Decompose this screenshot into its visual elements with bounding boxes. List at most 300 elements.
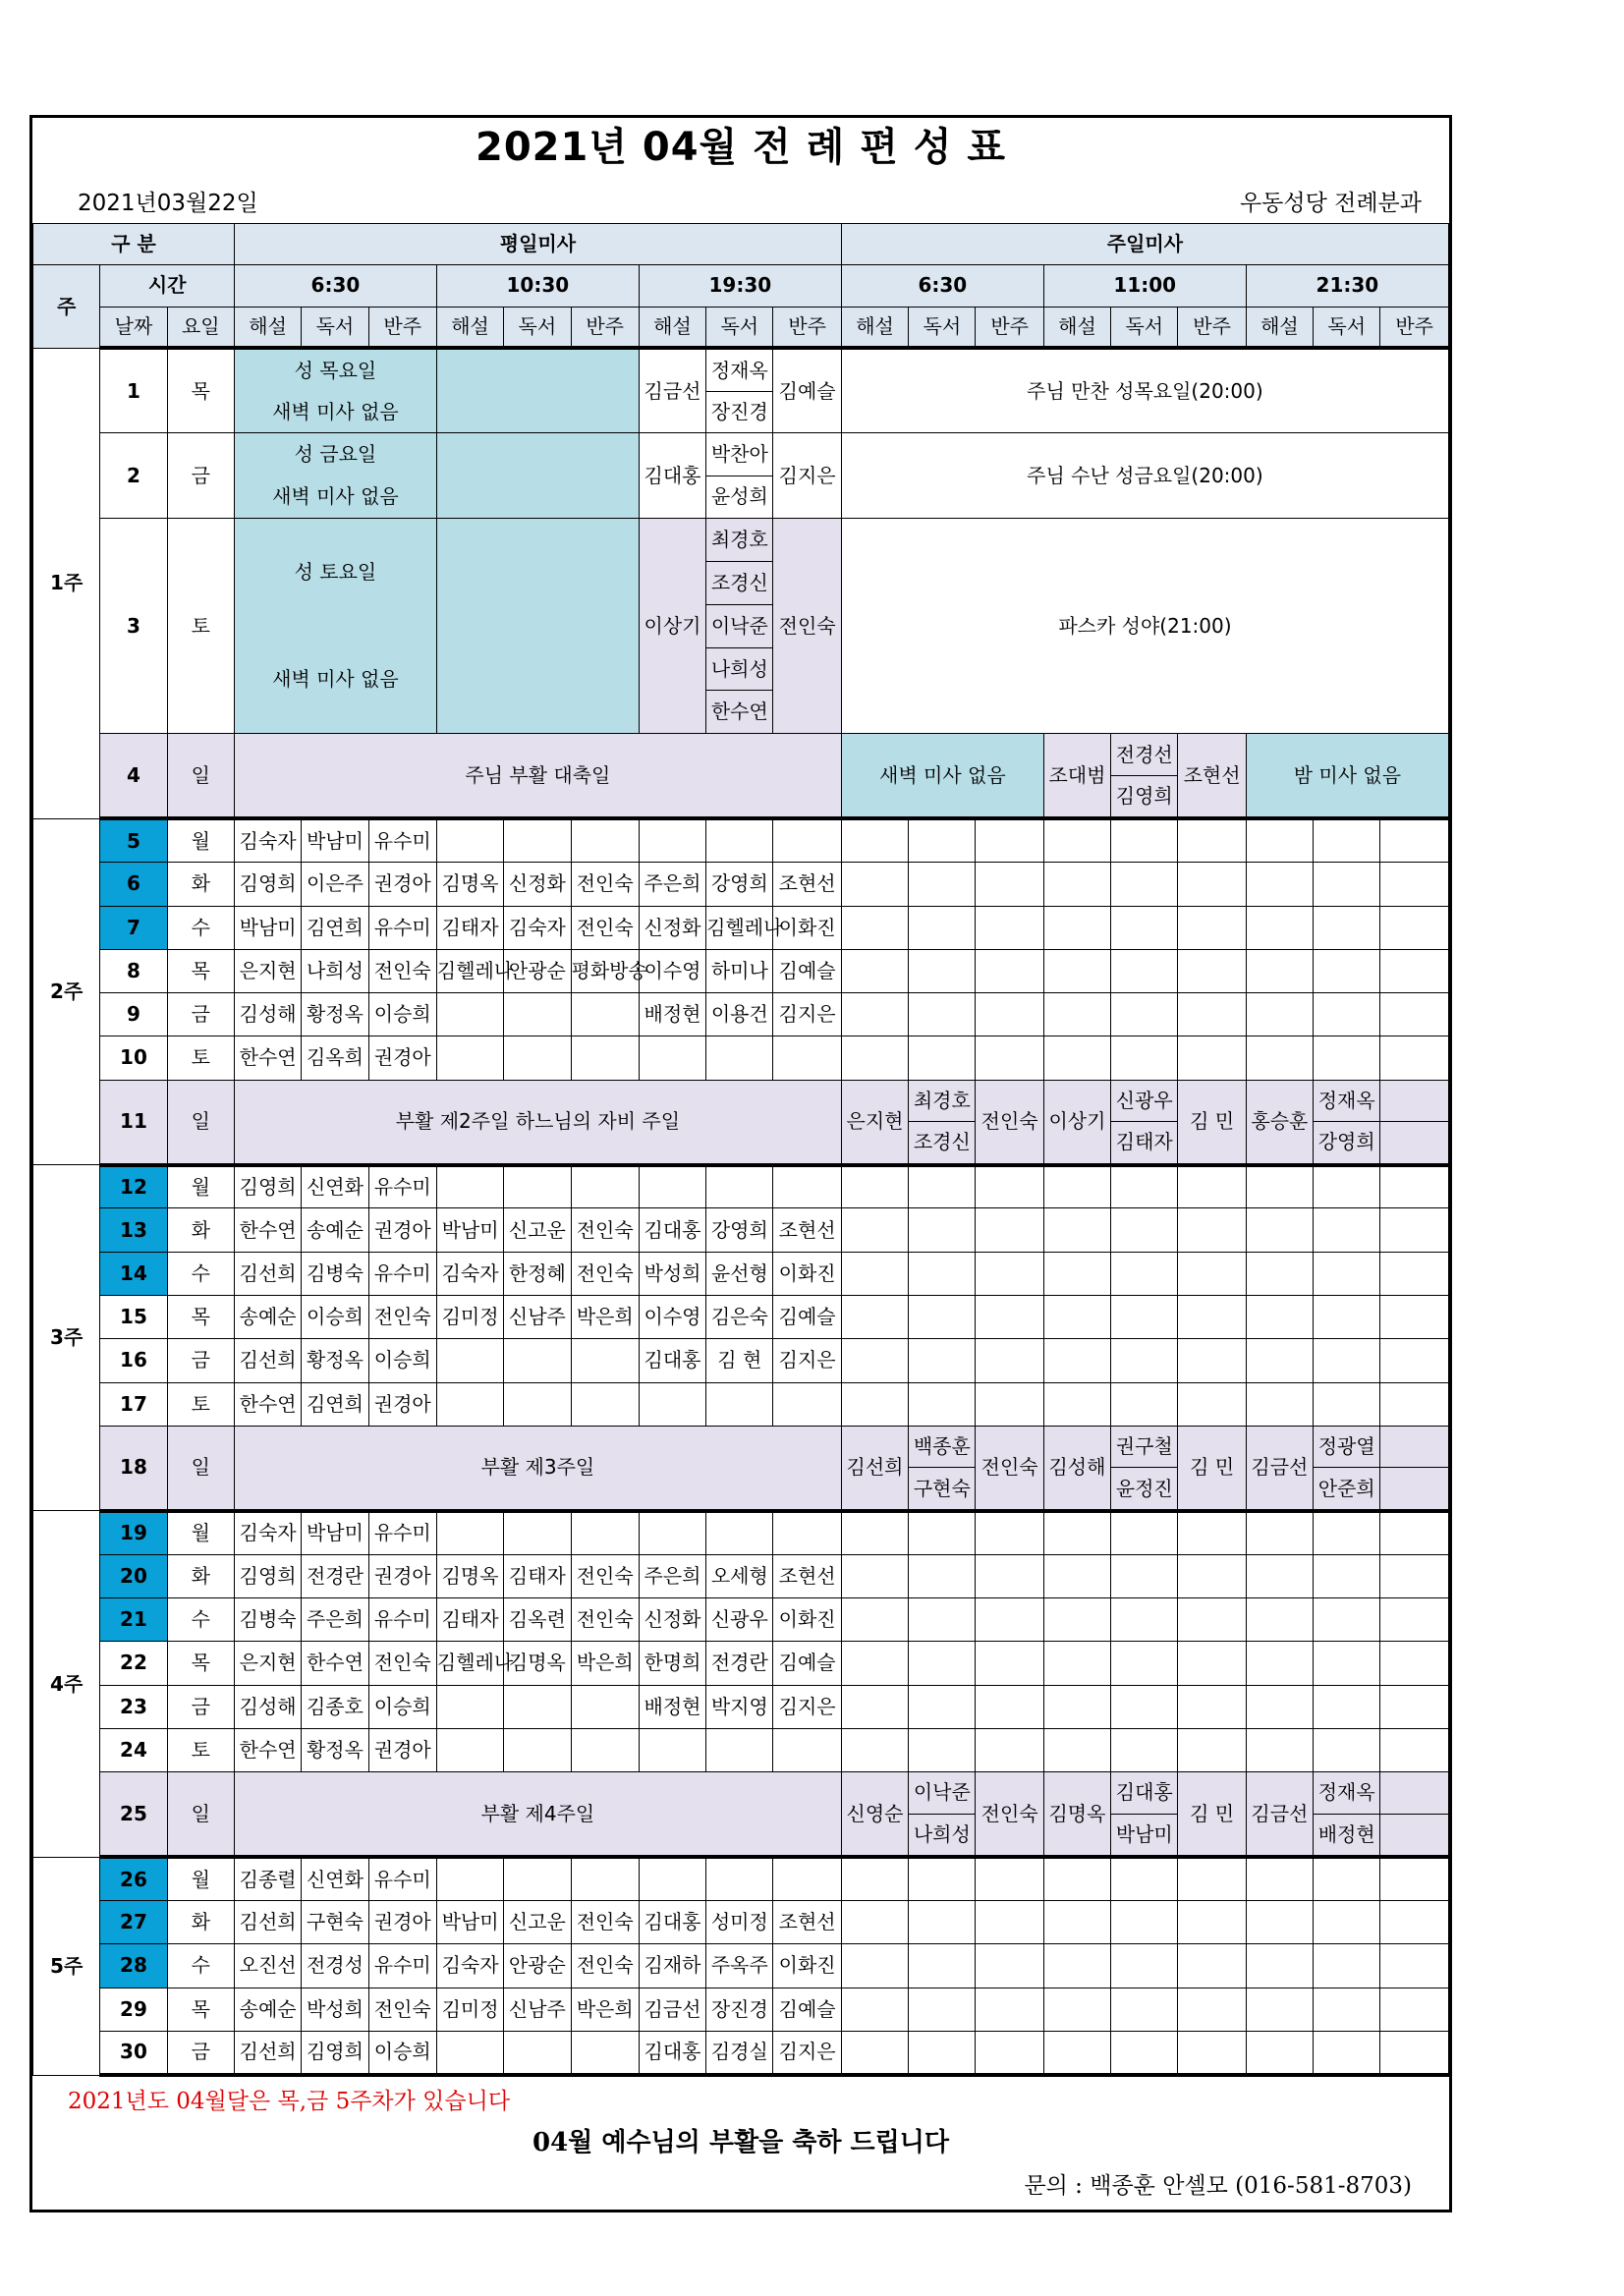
week-label: 5주 [33, 1857, 100, 2075]
header-week: 주 [33, 265, 100, 349]
empty-cell [841, 818, 908, 862]
assignee-cell: 송예순 [234, 1296, 301, 1339]
table-row [33, 1944, 1449, 1988]
empty-cell [1178, 1685, 1246, 1728]
empty-cell [841, 1685, 908, 1728]
empty-cell [1178, 1382, 1246, 1426]
empty-cell [909, 1296, 976, 1339]
table-row [33, 2031, 1449, 2075]
footer [32, 2077, 1449, 2210]
assignee-cell: 김선희 [234, 1252, 301, 1295]
holy-day-blank [436, 518, 639, 733]
empty-cell [909, 1382, 976, 1426]
assignee-cell: 한수연 [234, 1728, 301, 1771]
empty-cell [1111, 1988, 1178, 2031]
assignee-cell: 김병숙 [302, 1252, 368, 1295]
table-row [33, 1080, 1449, 1165]
day-cell: 토 [167, 518, 234, 733]
assignee-cell: 이승희 [368, 2031, 436, 2075]
empty-cell [909, 993, 976, 1036]
table-row [33, 1988, 1449, 2031]
empty-cell [1178, 1036, 1246, 1080]
assignee-cell: 김금선 [639, 348, 705, 433]
assignee-cell: 박은희 [571, 1296, 639, 1339]
empty-cell [1246, 1685, 1313, 1728]
empty-cell [909, 1944, 976, 1988]
empty-cell [841, 1252, 908, 1295]
assignee-cell: 김지은 [773, 993, 841, 1036]
day-cell: 화 [167, 863, 234, 906]
empty-cell [909, 1598, 976, 1642]
empty-cell [976, 1511, 1043, 1554]
assignee-cell: 오세형 [706, 1554, 773, 1597]
page-title: 2021년 04월 전 례 편 성 표 [475, 125, 1007, 170]
empty-cell [841, 1339, 908, 1382]
empty-cell [1314, 1642, 1380, 1685]
empty-cell [1246, 1642, 1313, 1685]
header-mass-time: 6:30 [234, 265, 436, 307]
assignee-cell: 박남미 [302, 1511, 368, 1554]
header-role: 반주 [976, 307, 1043, 348]
empty-cell [1043, 1208, 1110, 1252]
assignee-cell: 강영희 [706, 863, 773, 906]
header-sunday-mass: 주일미사 [841, 224, 1448, 265]
table-row [33, 265, 1449, 307]
assignee-cell [1314, 1080, 1380, 1165]
empty-cell [1178, 1642, 1246, 1685]
assignee-cell: 권경아 [368, 863, 436, 906]
table-row [33, 949, 1449, 992]
assignee-cell [571, 993, 639, 1036]
empty-cell [1314, 1857, 1380, 1900]
table-row [33, 1426, 1449, 1511]
empty-cell [1314, 863, 1380, 906]
empty-cell [909, 1642, 976, 1685]
assignee-cell: 장진경 [706, 1988, 773, 2031]
header-role: 반주 [1380, 307, 1449, 348]
assignee-cell: 김예슬 [773, 1642, 841, 1685]
assignee-cell [773, 1382, 841, 1426]
empty-cell [1314, 1685, 1380, 1728]
empty-cell [1314, 1988, 1380, 2031]
assignee-cell: 김성해 [234, 1685, 301, 1728]
assignee-cell: 김옥희 [302, 1036, 368, 1080]
day-cell: 화 [167, 1554, 234, 1597]
assignee-cell: 전인숙 [571, 906, 639, 949]
empty-cell [976, 993, 1043, 1036]
assignee-cell [436, 1382, 503, 1426]
assignee-cell: 하미나 [706, 949, 773, 992]
empty-cell [1314, 1036, 1380, 1080]
assignee-cell: 신남주 [504, 1988, 571, 2031]
assignee-cell [436, 818, 503, 862]
empty-cell [841, 863, 908, 906]
empty-cell [1111, 1165, 1178, 1208]
assignee-cell [571, 818, 639, 862]
assignee-cell: 김지은 [773, 433, 841, 519]
assignee-cell: 김예슬 [773, 949, 841, 992]
assignee-cell: 전인숙 [368, 949, 436, 992]
day-cell: 수 [167, 1598, 234, 1642]
assignee-cell: 김숙자 [234, 818, 301, 862]
sunday-note: 부활 제4주일 [234, 1772, 841, 1858]
empty-cell [976, 1728, 1043, 1771]
assignee-cell: 권경아 [368, 1036, 436, 1080]
assignee-cell: 김종호 [302, 1685, 368, 1728]
assignee-cell [706, 518, 773, 733]
empty-cell [1246, 1165, 1313, 1208]
empty-cell [1111, 1339, 1178, 1382]
holy-day-blank [436, 433, 639, 519]
header-role: 독서 [909, 307, 976, 348]
date-cell: 5 [100, 818, 167, 862]
date-cell: 14 [100, 1252, 167, 1295]
assignee-cell: 신정화 [504, 863, 571, 906]
footer-note: 2021년도 04월달은 목,금 5주차가 있습니다 [68, 2089, 511, 2114]
assignee-cell [639, 1511, 705, 1554]
assignee: 구현숙 [909, 1467, 975, 1509]
empty-cell [1043, 1944, 1110, 1988]
empty-cell [841, 993, 908, 1036]
header-mass-time: 6:30 [841, 265, 1043, 307]
assignee-cell: 김대홍 [639, 2031, 705, 2075]
assignee-cell [1111, 1772, 1178, 1858]
empty-cell [1314, 1382, 1380, 1426]
assignee-cell: 한수연 [302, 1642, 368, 1685]
table-row [33, 307, 1449, 348]
assignee-cell [773, 1511, 841, 1554]
empty-cell [909, 1728, 976, 1771]
assignee-cell [571, 1685, 639, 1728]
easter-note: 주님 부활 대축일 [234, 734, 841, 819]
empty-cell [1246, 863, 1313, 906]
assignee-cell [504, 1339, 571, 1382]
empty-cell [1380, 1339, 1449, 1382]
assignee: 박남미 [1111, 1814, 1177, 1856]
empty-cell [841, 1036, 908, 1080]
assignee-cell [504, 1511, 571, 1554]
week-label: 2주 [33, 818, 100, 1164]
assignee: 백종훈 [913, 1434, 971, 1459]
assignee-cell: 김태자 [436, 1598, 503, 1642]
empty-cell [1246, 949, 1313, 992]
table-row [33, 818, 1449, 862]
empty-cell [1043, 1598, 1110, 1642]
day-cell: 화 [167, 1900, 234, 1943]
day-cell: 금 [167, 1339, 234, 1382]
assignee-cell: 주은희 [639, 863, 705, 906]
empty-cell [1043, 1728, 1110, 1771]
table-row [33, 1598, 1449, 1642]
assignee-cell: 안광순 [504, 949, 571, 992]
empty-cell [841, 1296, 908, 1339]
empty-cell [1043, 863, 1110, 906]
no-dawn-note: 새벽 미사 없음 [841, 734, 1043, 819]
empty-cell [1380, 1988, 1449, 2031]
header-role: 해설 [841, 307, 908, 348]
assignee-cell: 구현숙 [302, 1900, 368, 1943]
assignee-cell [639, 1036, 705, 1080]
date-cell: 4 [100, 734, 167, 819]
assignee-cell [639, 1728, 705, 1771]
empty-cell [1380, 818, 1449, 862]
empty-cell [976, 1685, 1043, 1728]
assignee-cell: 송예순 [302, 1208, 368, 1252]
empty-cell [1111, 1554, 1178, 1597]
assignee-cell: 김금선 [1246, 1426, 1313, 1511]
empty-cell [1246, 1511, 1313, 1554]
assignee: 김영희 [1111, 775, 1177, 817]
header-role: 해설 [234, 307, 301, 348]
empty-cell [841, 1598, 908, 1642]
assignee-cell [639, 1382, 705, 1426]
date-cell: 27 [100, 1900, 167, 1943]
day-cell: 금 [167, 433, 234, 519]
table-row [33, 1036, 1449, 1080]
empty-cell [1380, 993, 1449, 1036]
assignee-cell: 은지현 [234, 1642, 301, 1685]
empty-cell [841, 2031, 908, 2075]
assignee-cell: 김영희 [234, 863, 301, 906]
assignee-cell: 은지현 [841, 1080, 908, 1165]
assignee-cell: 유수미 [368, 1857, 436, 1900]
assignee-cell: 윤선형 [706, 1252, 773, 1295]
assignee-cell: 나희성 [302, 949, 368, 992]
empty-cell [909, 906, 976, 949]
holy-day-note [234, 348, 436, 433]
assignee-cell: 김미정 [436, 1296, 503, 1339]
assignee-cell: 김연희 [302, 906, 368, 949]
assignee-cell: 한수연 [234, 1382, 301, 1426]
empty-cell [1111, 863, 1178, 906]
assignee: 강영희 [1314, 1121, 1379, 1163]
day-cell: 수 [167, 906, 234, 949]
empty-cell [1111, 1208, 1178, 1252]
empty-cell [1314, 1554, 1380, 1597]
table-row [33, 1554, 1449, 1597]
assignee-cell: 신영순 [841, 1772, 908, 1858]
header-role: 독서 [706, 307, 773, 348]
assignee: 나희성 [909, 1814, 975, 1856]
empty-cell [1314, 1252, 1380, 1295]
assignee: 신광우 [1115, 1088, 1173, 1112]
assignee-cell: 유수미 [368, 1511, 436, 1554]
empty-cell [1380, 1165, 1449, 1208]
assignee: 최경호 [913, 1088, 971, 1112]
assignee-cell: 성미정 [706, 1900, 773, 1943]
empty-cell [1314, 949, 1380, 992]
empty-cell [1178, 1252, 1246, 1295]
table-row [33, 1900, 1449, 1943]
assignee-cell: 김미정 [436, 1988, 503, 2031]
assignee-cell [436, 1036, 503, 1080]
date-cell: 13 [100, 1208, 167, 1252]
assignee-cell: 박은희 [571, 1642, 639, 1685]
assignee-cell [773, 1165, 841, 1208]
empty-cell [841, 1988, 908, 2031]
assignee-cell: 김헬레나 [436, 949, 503, 992]
table-row [33, 1772, 1449, 1858]
empty-cell [1178, 2031, 1246, 2075]
table-row [33, 1857, 1449, 1900]
empty-cell [1178, 1988, 1246, 2031]
table-row [33, 1685, 1449, 1728]
empty-cell [841, 1208, 908, 1252]
day-cell: 일 [167, 1426, 234, 1511]
assignee-cell: 전인숙 [368, 1988, 436, 2031]
day-cell: 일 [167, 1772, 234, 1858]
day-cell: 월 [167, 818, 234, 862]
date-cell: 28 [100, 1944, 167, 1988]
assignee-cell [909, 1426, 976, 1511]
assignee-cell: 김지은 [773, 1339, 841, 1382]
empty-cell [841, 1900, 908, 1943]
assignee-cell [706, 1728, 773, 1771]
assignee-cell: 전경란 [706, 1642, 773, 1685]
assignee-cell [706, 433, 773, 519]
assignee-cell: 박은희 [571, 1988, 639, 2031]
assignee: 조경신 [909, 1121, 975, 1163]
assignee-cell [706, 1036, 773, 1080]
assignee-cell: 신연화 [302, 1165, 368, 1208]
empty-cell [1380, 1944, 1449, 1988]
assignee-cell: 신연화 [302, 1857, 368, 1900]
sunday-note: 부활 제2주일 하느님의 자비 주일 [234, 1080, 841, 1165]
empty-cell [1246, 1382, 1313, 1426]
liturgy-schedule-table [32, 223, 1449, 2077]
empty-cell [976, 1036, 1043, 1080]
header-role: 해설 [436, 307, 503, 348]
empty-cell [1043, 949, 1110, 992]
assignee-cell: 전인숙 [571, 1554, 639, 1597]
day-cell: 목 [167, 1642, 234, 1685]
assignee-cell: 이수영 [639, 1296, 705, 1339]
empty-cell [1043, 1296, 1110, 1339]
empty-cell [1111, 1728, 1178, 1771]
assignee: 정재옥 [710, 358, 768, 382]
header-role: 독서 [1111, 307, 1178, 348]
evening-note: 파스카 성야(21:00) [841, 518, 1448, 733]
assignee-cell: 권경아 [368, 1382, 436, 1426]
date-cell: 24 [100, 1728, 167, 1771]
table-row [33, 1165, 1449, 1208]
assignee-cell [436, 1685, 503, 1728]
assignee-cell: 김숙자 [504, 906, 571, 949]
empty-cell [909, 1511, 976, 1554]
empty-cell [1111, 993, 1178, 1036]
assignee-cell: 조현선 [773, 1900, 841, 1943]
empty-cell [1043, 1685, 1110, 1728]
empty-cell [1111, 818, 1178, 862]
assignee-cell: 유수미 [368, 1252, 436, 1295]
assignee-cell: 한명희 [639, 1642, 705, 1685]
assignee-cell [436, 1728, 503, 1771]
assignee: 이낙준 [913, 1780, 971, 1805]
assignee-cell: 김선희 [234, 2031, 301, 2075]
empty-cell [1314, 1296, 1380, 1339]
schedule-sheet [29, 115, 1452, 2212]
empty-cell [1043, 993, 1110, 1036]
assignee-cell: 신정화 [639, 906, 705, 949]
assignee-cell: 김종렬 [234, 1857, 301, 1900]
assignee-cell [436, 1165, 503, 1208]
empty-cell [1043, 818, 1110, 862]
assignee-cell: 김영희 [234, 1165, 301, 1208]
empty-cell [1111, 906, 1178, 949]
empty-cell [1111, 1642, 1178, 1685]
header-role: 해설 [639, 307, 705, 348]
table-row [33, 1728, 1449, 1771]
empty-cell [1111, 1857, 1178, 1900]
assignee: 한수연 [706, 690, 772, 733]
empty-cell [909, 949, 976, 992]
date-cell: 26 [100, 1857, 167, 1900]
empty-cell [1178, 1944, 1246, 1988]
day-cell: 토 [167, 1382, 234, 1426]
assignee-cell: 김옥련 [504, 1598, 571, 1642]
assignee-cell [639, 818, 705, 862]
table-row [33, 518, 1449, 733]
date-cell: 30 [100, 2031, 167, 2075]
day-cell: 월 [167, 1511, 234, 1554]
empty-cell [1246, 1900, 1313, 1943]
assignee-cell [504, 1728, 571, 1771]
holy-day-note [234, 518, 436, 733]
assignee: 최경호 [710, 527, 768, 551]
empty-cell [909, 1900, 976, 1943]
empty-cell [841, 1511, 908, 1554]
empty-cell [976, 1944, 1043, 1988]
note-line: 성 목요일 [294, 358, 377, 382]
empty-cell [1178, 1598, 1246, 1642]
assignee-cell: 김은숙 [706, 1296, 773, 1339]
empty-cell [1178, 1296, 1246, 1339]
empty-cell [1380, 2031, 1449, 2075]
assignee: 윤성희 [706, 476, 772, 518]
assignee-cell: 홍승훈 [1246, 1080, 1313, 1165]
empty-cell [909, 1685, 976, 1728]
assignee-cell: 김성해 [234, 993, 301, 1036]
empty-cell [1380, 1900, 1449, 1943]
note-line: 성 금요일 [294, 442, 377, 467]
assignee: 전경선 [1115, 742, 1173, 766]
assignee-cell [909, 1080, 976, 1165]
assignee: 권구철 [1115, 1434, 1173, 1459]
assignee-cell: 전인숙 [368, 1642, 436, 1685]
empty-cell [976, 1208, 1043, 1252]
assignee-cell [706, 1511, 773, 1554]
assignee-cell: 김선희 [234, 1339, 301, 1382]
assignee-cell [436, 1857, 503, 1900]
date-cell: 29 [100, 1988, 167, 2031]
assignee-cell [504, 1036, 571, 1080]
empty-cell [909, 1554, 976, 1597]
assignee-cell [504, 818, 571, 862]
empty-cell [1380, 1252, 1449, 1295]
assignee-cell: 김연희 [302, 1382, 368, 1426]
empty-cell [1246, 818, 1313, 862]
day-cell: 목 [167, 1296, 234, 1339]
assignee: 윤정진 [1111, 1467, 1177, 1509]
assignee-cell: 전인숙 [976, 1426, 1043, 1511]
empty-cell [1178, 1208, 1246, 1252]
empty-cell [976, 1252, 1043, 1295]
empty-cell [1314, 2031, 1380, 2075]
assignee-cell: 이용건 [706, 993, 773, 1036]
empty-cell [1246, 1728, 1313, 1771]
empty-cell [1178, 906, 1246, 949]
empty-cell [1380, 1554, 1449, 1597]
